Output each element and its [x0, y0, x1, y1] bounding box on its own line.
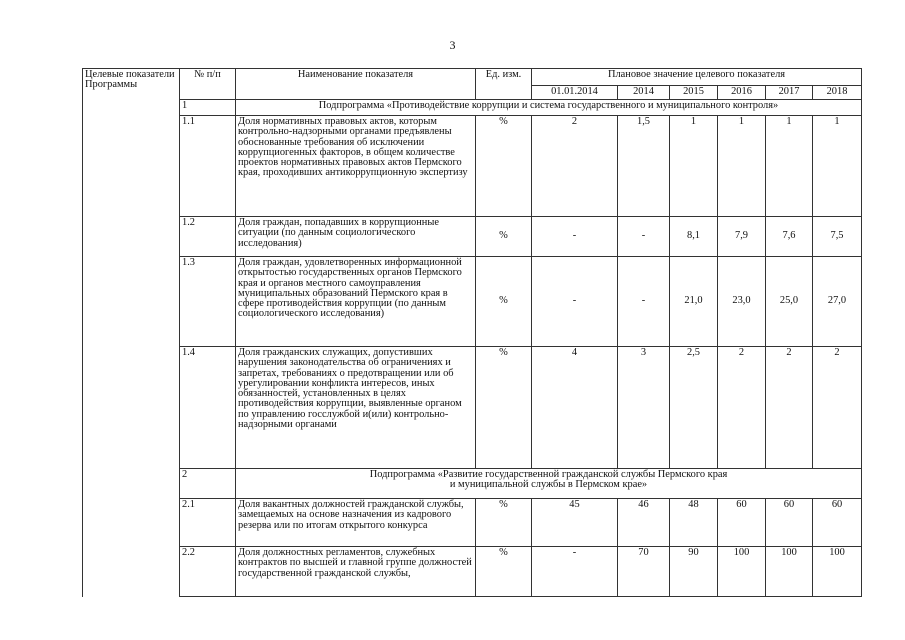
row-value: 100 [718, 547, 766, 597]
row-value: 27,0 [813, 257, 862, 347]
row-value: 45 [532, 499, 618, 547]
row-value: - [618, 257, 670, 347]
subprogram-title-line: Подпрограмма «Развитие государственной гражданской службы Пермского края [369, 469, 728, 480]
row-value: - [532, 217, 618, 257]
table-row [83, 257, 862, 347]
row-value: 48 [670, 499, 718, 547]
row-value: - [618, 217, 670, 257]
row-value: 60 [766, 499, 813, 547]
row-name: Доля вакантных должностей гражданской службы, замещаемых на основе назначения из кадрового резерва или по итогам открытого конкурса [236, 499, 476, 547]
row-num: 1.3 [180, 257, 236, 347]
table-row [83, 347, 862, 469]
header-year-cell: 2014 [618, 86, 670, 100]
header-program-cell: Целевые показатели Программы [83, 69, 180, 100]
row-value: 1 [766, 116, 813, 217]
table-row [83, 217, 862, 257]
row-value: 1 [718, 116, 766, 217]
row-value: 4 [532, 347, 618, 469]
row-unit: % [476, 257, 532, 347]
row-num: 1.4 [180, 347, 236, 469]
row-value: 2,5 [670, 347, 718, 469]
row-value: 2 [532, 116, 618, 217]
row-name: Доля гражданских служащих, допустивших нарушения законодательства об ограничениях и запретах, требованиях о предотвращении или об урегулировании конфликта интересов, иных обязанностей, установленных в целях противодействия коррупции, выявленные органом по управлению госслужбой и(или) контрольно-надзорными органами [236, 347, 476, 469]
row-value: 21,0 [670, 257, 718, 347]
row-name: Доля граждан, удовлетворенных информационной открытостью государственных органов Пермского края и органов местного самоуправления муниципальных образований Пермского края в сфере противодействия коррупции (по данным социологического исследования) [236, 257, 476, 347]
row-unit: % [476, 116, 532, 217]
row-value: 100 [766, 547, 813, 597]
header-year-cell: 2018 [813, 86, 862, 100]
row-value: 60 [813, 499, 862, 547]
row-num: 1.2 [180, 217, 236, 257]
subprogram-row [83, 100, 862, 116]
row-value: - [532, 547, 618, 597]
row-value: 1 [813, 116, 862, 217]
header-year-cell: 2016 [718, 86, 766, 100]
header-year-cell: 01.01.2014 [532, 86, 618, 100]
table-row [83, 499, 862, 547]
row-name: Доля граждан, попадавших в коррупционные ситуации (по данным социологического исследования) [236, 217, 476, 257]
row-value: 3 [618, 347, 670, 469]
row-value: 1 [670, 116, 718, 217]
row-num: 2.2 [180, 547, 236, 597]
row-value: 46 [618, 499, 670, 547]
row-value: 7,5 [813, 217, 862, 257]
subprogram-title-line: и муниципальной службы в Пермском крае» [449, 479, 648, 491]
table-row [83, 116, 862, 217]
row-value: 1,5 [618, 116, 670, 217]
row-value: 7,6 [766, 217, 813, 257]
row-value: 25,0 [766, 257, 813, 347]
row-name: Доля должностных регламентов, служебных контрактов по высшей и главной группе должностей государственной гражданской службы, [236, 547, 476, 597]
row-num: 1.1 [180, 116, 236, 217]
row-unit: % [476, 347, 532, 469]
header-name-cell: Наименование показателя [236, 69, 476, 100]
header-unit-cell: Ед. изм. [476, 69, 532, 100]
header-row-1 [83, 69, 862, 86]
target-indicators-table [82, 68, 862, 597]
row-name: Доля нормативных правовых актов, которым контрольно-надзорными органами предъявлены обоснованные требования об исключении коррупциогенных факторов, в общем количестве проектов нормативных правовых актов Пермского края, проходивших антикоррупционную экспертизу [236, 116, 476, 217]
row-unit: % [476, 217, 532, 257]
subprogram-num: 1 [180, 100, 236, 116]
row-unit: % [476, 499, 532, 547]
page-number: 3 [449, 38, 456, 52]
row-value: 2 [813, 347, 862, 469]
row-value: 70 [618, 547, 670, 597]
subprogram-title [236, 469, 862, 499]
subprogram-num: 2 [180, 469, 236, 499]
subprogram-title: Подпрограмма «Противодействие коррупции и система государственного и муниципального контроля» [236, 100, 862, 116]
row-num: 2.1 [180, 499, 236, 547]
header-year-cell: 2015 [670, 86, 718, 100]
row-value: 90 [670, 547, 718, 597]
row-value: 23,0 [718, 257, 766, 347]
subprogram-row [83, 469, 862, 499]
header-num-cell: № п/п [180, 69, 236, 100]
row-value: 2 [718, 347, 766, 469]
table-row [83, 547, 862, 597]
row-value: 2 [766, 347, 813, 469]
header-plan-cell: Плановое значение целевого показателя [532, 69, 862, 86]
row-value: 8,1 [670, 217, 718, 257]
row-value: 60 [718, 499, 766, 547]
row-value: 100 [813, 547, 862, 597]
row-value: - [532, 257, 618, 347]
header-year-cell: 2017 [766, 86, 813, 100]
row-value: 7,9 [718, 217, 766, 257]
row-unit: % [476, 547, 532, 597]
